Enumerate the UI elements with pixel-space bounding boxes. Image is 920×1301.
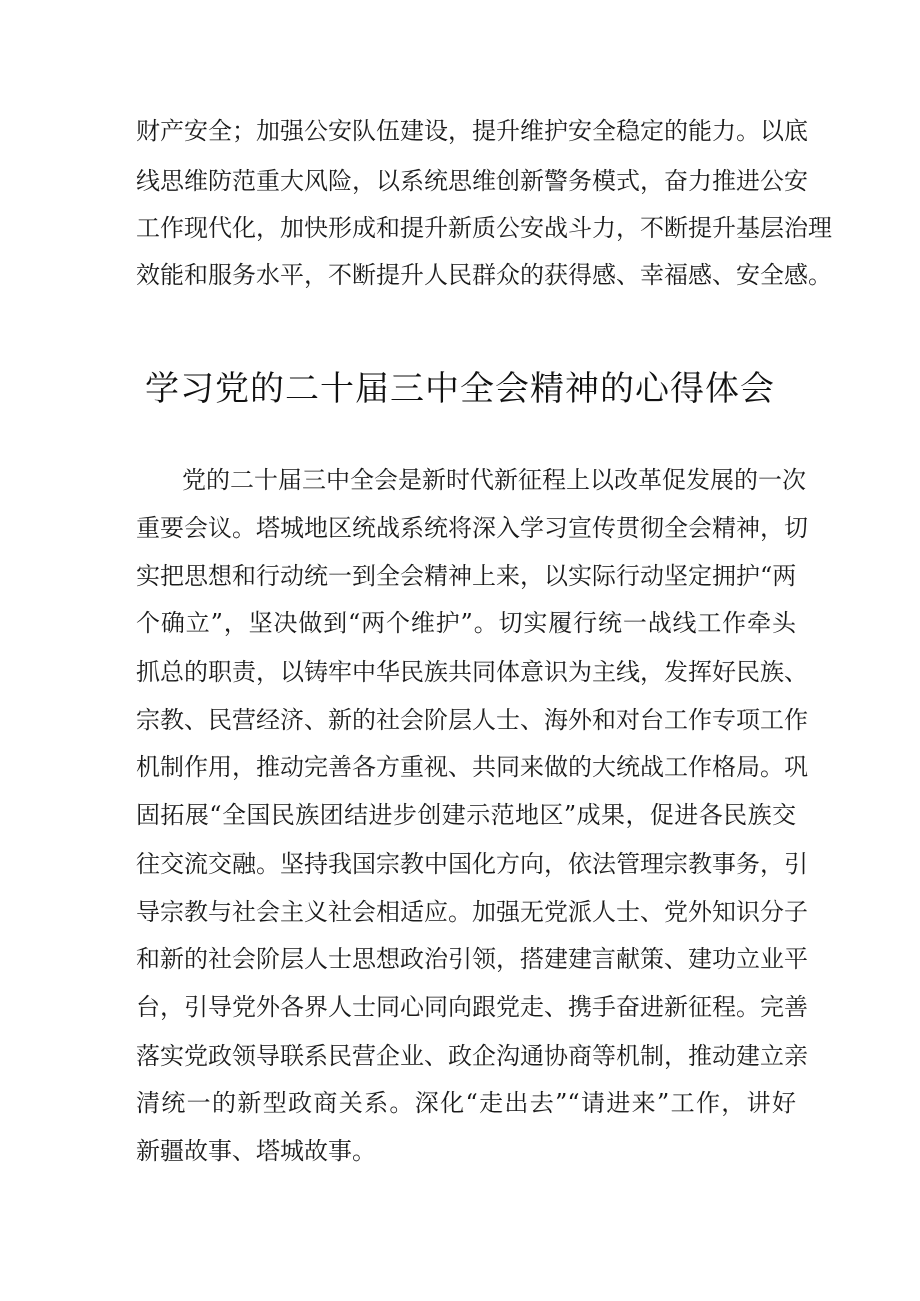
body-paragraph-line-1: 党的二十届三中全会是新时代新征程上以改革促发展的一次 — [182, 466, 806, 494]
body-paragraph-line-4: 个确立”，坚决做到“两个维护”。切实履行统一战线工作牵头 — [136, 609, 796, 637]
body-paragraph-line-9: 往交流交融。坚持我国宗教中国化方向，依法管理宗教事务，引 — [136, 850, 808, 878]
top-paragraph-line-2: 线思维防范重大风险，以系统思维创新警务模式，奋力推进公安 — [136, 167, 808, 195]
body-paragraph-line-8: 固拓展“全国民族团结进步创建示范地区”成果，促进各民族交 — [136, 801, 796, 829]
body-paragraph-line-6: 宗教、民营经济、新的社会阶层人士、海外和对台工作专项工作 — [136, 706, 808, 734]
top-paragraph-line-4: 效能和服务水平，不断提升人民群众的获得感、幸福感、安全感。 — [136, 261, 832, 289]
body-paragraph-line-11: 和新的社会阶层人士思想政治引领，搭建建言献策、建功立业平 — [136, 945, 808, 973]
body-paragraph-line-10: 导宗教与社会主义社会相适应。加强无党派人士、党外知识分子 — [136, 898, 808, 926]
body-paragraph-line-7: 机制作用，推动完善各方重视、共同来做的大统战工作格局。巩 — [136, 753, 808, 781]
body-paragraph-line-3: 实把思想和行动统一到全会精神上来，以实际行动坚定拥护“两 — [136, 562, 797, 590]
body-paragraph-line-5: 抓总的职责，以铸牢中华民族共同体意识为主线，发挥好民族、 — [136, 658, 808, 686]
body-paragraph-line-14: 清统一的新型政商关系。深化“走出去”“请进来”工作，讲好 — [136, 1089, 796, 1117]
top-paragraph-line-3: 工作现代化，加快形成和提升新质公安战斗力，不断提升基层治理 — [136, 214, 832, 242]
body-paragraph-line-13: 落实党政领导联系民营企业、政企沟通协商等机制，推动建立亲 — [136, 1042, 808, 1070]
body-paragraph-line-15: 新疆故事、塔城故事。 — [136, 1137, 376, 1165]
body-paragraph-line-2: 重要会议。塔城地区统战系统将深入学习宣传贯彻全会精神，切 — [136, 514, 808, 542]
page-title: 学习党的二十届三中全会精神的心得体会 — [145, 369, 775, 409]
top-paragraph-line-1: 财产安全；加强公安队伍建设，提升维护安全稳定的能力。以底 — [136, 117, 808, 145]
body-paragraph-line-12: 台，引导党外各界人士同心同向跟党走、携手奋进新征程。完善 — [136, 993, 808, 1021]
